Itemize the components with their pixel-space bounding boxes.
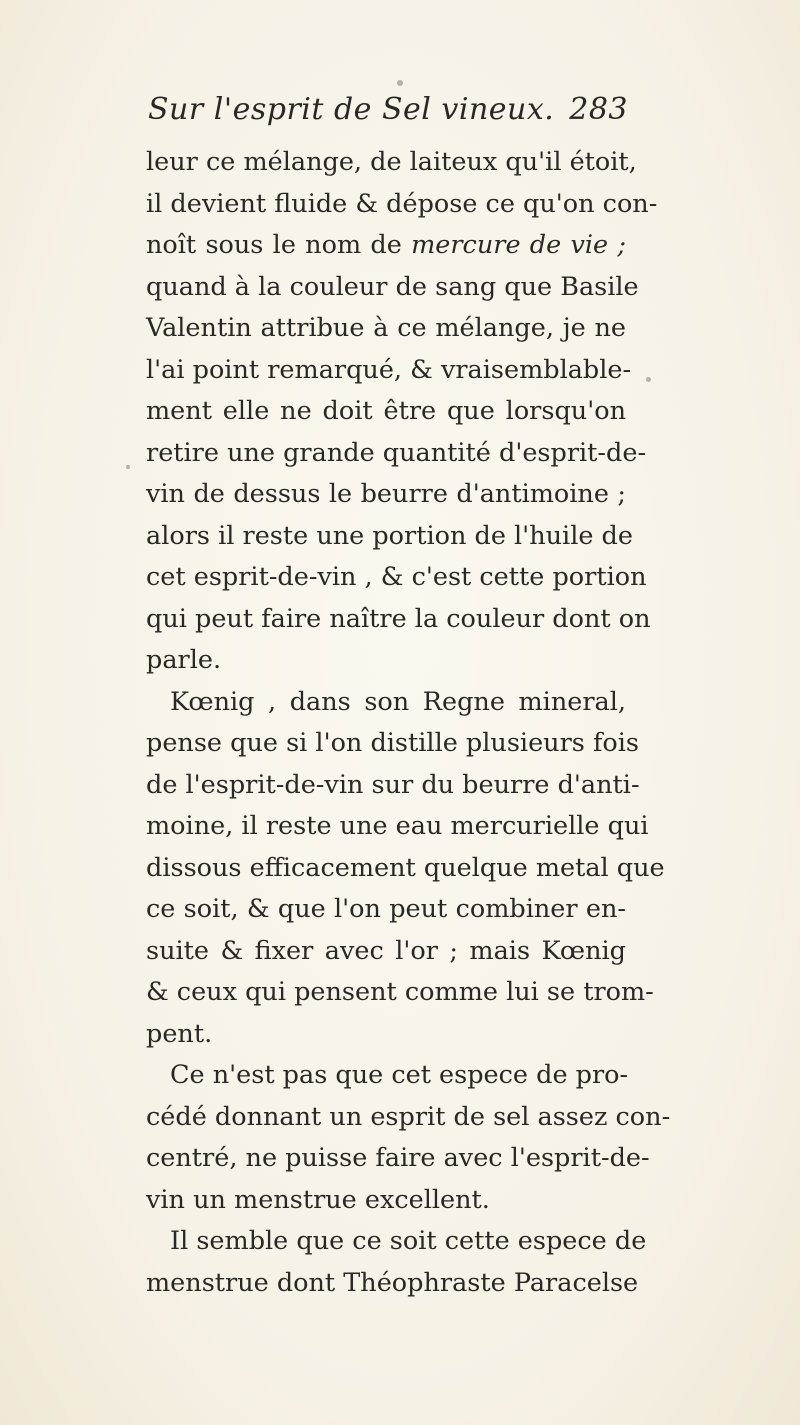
paragraph <box>146 1055 671 1221</box>
text-line: menstrue dont Théophraste Paracelse <box>146 1267 639 1298</box>
text-line: Kœnig , dans son Regne mineral, <box>170 686 626 717</box>
text-line: l'ai point remarqué, & vraisemblable- <box>146 354 632 385</box>
text-line: ce soit, & que l'on peut combiner en- <box>146 894 626 924</box>
text-line: retire une grande quantité d'esprit-de- <box>146 437 647 468</box>
text-line: Valentin attribue à ce mélange, je ne <box>146 313 626 343</box>
text-line: moine, il reste une eau mercurielle qui <box>146 811 649 841</box>
text-line: parle. <box>146 645 222 675</box>
text-line: suite & fixer avec l'or ; mais Kœnig <box>146 935 626 966</box>
text-line: alors il reste une portion de l'huile de <box>146 520 633 551</box>
page-number: 283 <box>569 92 628 127</box>
text-line: Il semble que ce soit cette espece de <box>170 1226 647 1256</box>
running-title: Sur l'esprit de Sel vineux. <box>148 92 555 127</box>
text-line: quand à la couleur de sang que Basile <box>146 271 639 302</box>
text-line: Ce n'est pas que cet espece de pro- <box>170 1060 629 1090</box>
text-line: il devient fluide & dépose ce qu'on con- <box>146 188 658 219</box>
text-run: noît sous le nom de <box>146 230 412 260</box>
text-line: dissous efficacement quelque metal que <box>146 852 665 883</box>
body-text <box>146 142 671 1304</box>
ink-speck <box>397 80 403 86</box>
text-line: centré, ne puisse faire avec l'esprit-de- <box>146 1143 650 1173</box>
text-line: de l'esprit-de-vin sur du beurre d'anti- <box>146 769 640 800</box>
text-line: vin un menstrue excellent. <box>146 1184 490 1215</box>
ink-speck <box>646 377 651 382</box>
text-line: vin de dessus le beurre d'antimoine ; <box>146 479 626 509</box>
text-line: pent. <box>146 1018 213 1049</box>
paragraph <box>146 142 658 682</box>
text-line: cédé donnant un esprit de sel assez con- <box>146 1101 671 1132</box>
ink-speck <box>126 465 130 469</box>
text-line: cet esprit-de-vin , & c'est cette portion <box>146 562 647 592</box>
italic-term: mercure de vie ; <box>411 230 627 260</box>
paragraph <box>146 682 665 1056</box>
text-line <box>146 225 626 267</box>
text-line: leur ce mélange, de laiteux qu'il étoit, <box>146 147 637 177</box>
text-line: pense que si l'on distille plusieurs fois <box>146 728 640 758</box>
text-line: & ceux qui pensent comme lui se trom- <box>146 977 654 1007</box>
text-line: ment elle ne doit être que lorsqu'on <box>146 396 626 426</box>
text-line: qui peut faire naître la couleur dont on <box>146 603 651 634</box>
running-head <box>148 92 628 136</box>
paragraph <box>146 1221 647 1304</box>
